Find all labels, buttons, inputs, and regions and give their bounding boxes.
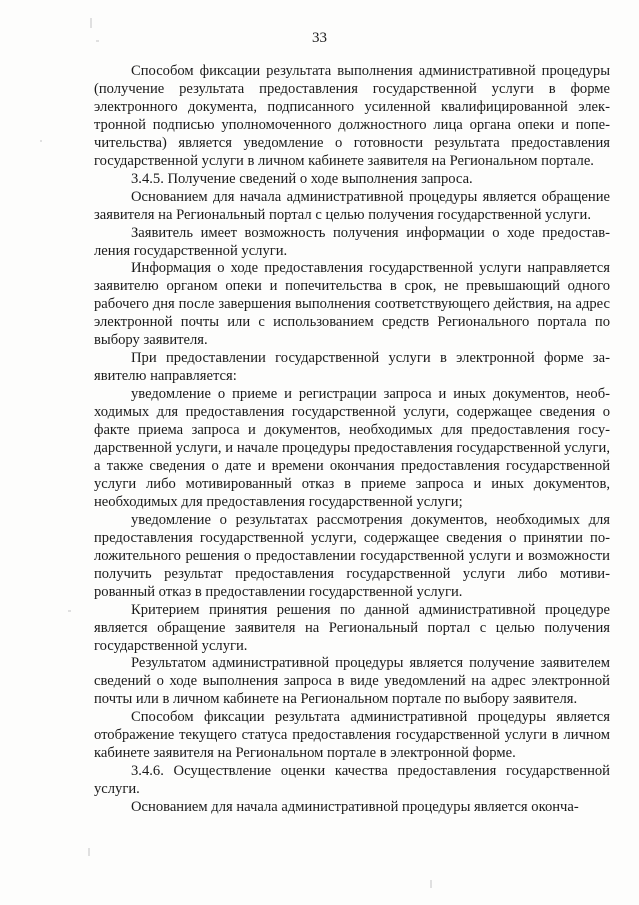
list-item: уведомление о результатах рассмотрения документов, необходимых для предоставления государственной услуги, содержащее сведения о принятии положительного решения о предоставлении государственной услуги и возможности получить результат предоставления государственной услуги либо мотивированный отказ в предоставлении государственной услуги. — [94, 511, 610, 600]
paragraph: Способом фиксации результата выполнения административной процедуры (получение результата предоставления государственной услуги в форме электронного документа, подписанного усиленной квалифицированной электронной подписью уполномоченного должностного лица органа опеки и попечительства) является уведомление о готовности результата предоставления государственной услуги в личном кабинете заявителя на Региональном портале. — [94, 63, 610, 169]
scan-artifact — [430, 880, 432, 888]
section-heading: 3.4.5. Получение сведений о ходе выполнения запроса. — [131, 170, 473, 187]
scan-artifact — [68, 610, 71, 612]
paragraph: Способом фиксации результата административной процедуры является отображение текущего статуса предоставления государственной услуги в личном кабинете заявителя на Региональном портале в электронной форме. — [94, 709, 610, 762]
paragraph: Основанием для начала административной процедуры является обращение заявителя на Региональный портал с целью получения государственной услуги. — [94, 188, 610, 223]
paragraph: При предоставлении государственной услуги в электронной форме заявителю направляется: — [94, 350, 610, 385]
scan-artifact — [40, 140, 42, 142]
paragraph: Критерием принятия решения по данной административной процедуре является обращение заявителя на Региональный портал с целью получения государственной услуги. — [94, 601, 610, 654]
section-heading: 3.4.6. Осуществление оценки качества предоставления государственной услуги. — [94, 763, 610, 798]
scan-artifact — [90, 18, 92, 28]
list-item: уведомление о приеме и регистрации запроса и иных документов, необходимых для предоставления государственной услуги, содержащее сведения о факте приема запроса и документов, необходимых для предоставления государственной услуги, и начале процедуры предоставления государственной услуги, а также сведения о дате и времени окончания предоставления государственной услуги либо мотивированный отказ в приеме запроса и иных документов, необходимых для предоставления государственной услуги; — [94, 386, 610, 510]
paragraph: Основанием для начала административной процедуры является оконча- — [131, 799, 579, 816]
scan-artifact — [88, 848, 90, 856]
page-number: 33 — [312, 30, 327, 46]
paragraph: Результатом административной процедуры является получение заявителем сведений о ходе выполнения запроса в виде уведомлений на адрес электронной почты или в личном кабинете на Региональном портале по выбору заявителя. — [94, 655, 610, 708]
paragraph: Информация о ходе предоставления государственной услуги направляется заявителю органом опеки и попечительства в срок, не превышающий одного рабочего дня после завершения выполнения соответствующего действия, на адрес электронной почты или с использованием средств Регионального портала по выбору заявителя. — [94, 260, 610, 349]
paragraph: Заявитель имеет возможность получения информации о ходе предоставления государственной услуги. — [94, 224, 610, 259]
document-body — [94, 63, 610, 817]
